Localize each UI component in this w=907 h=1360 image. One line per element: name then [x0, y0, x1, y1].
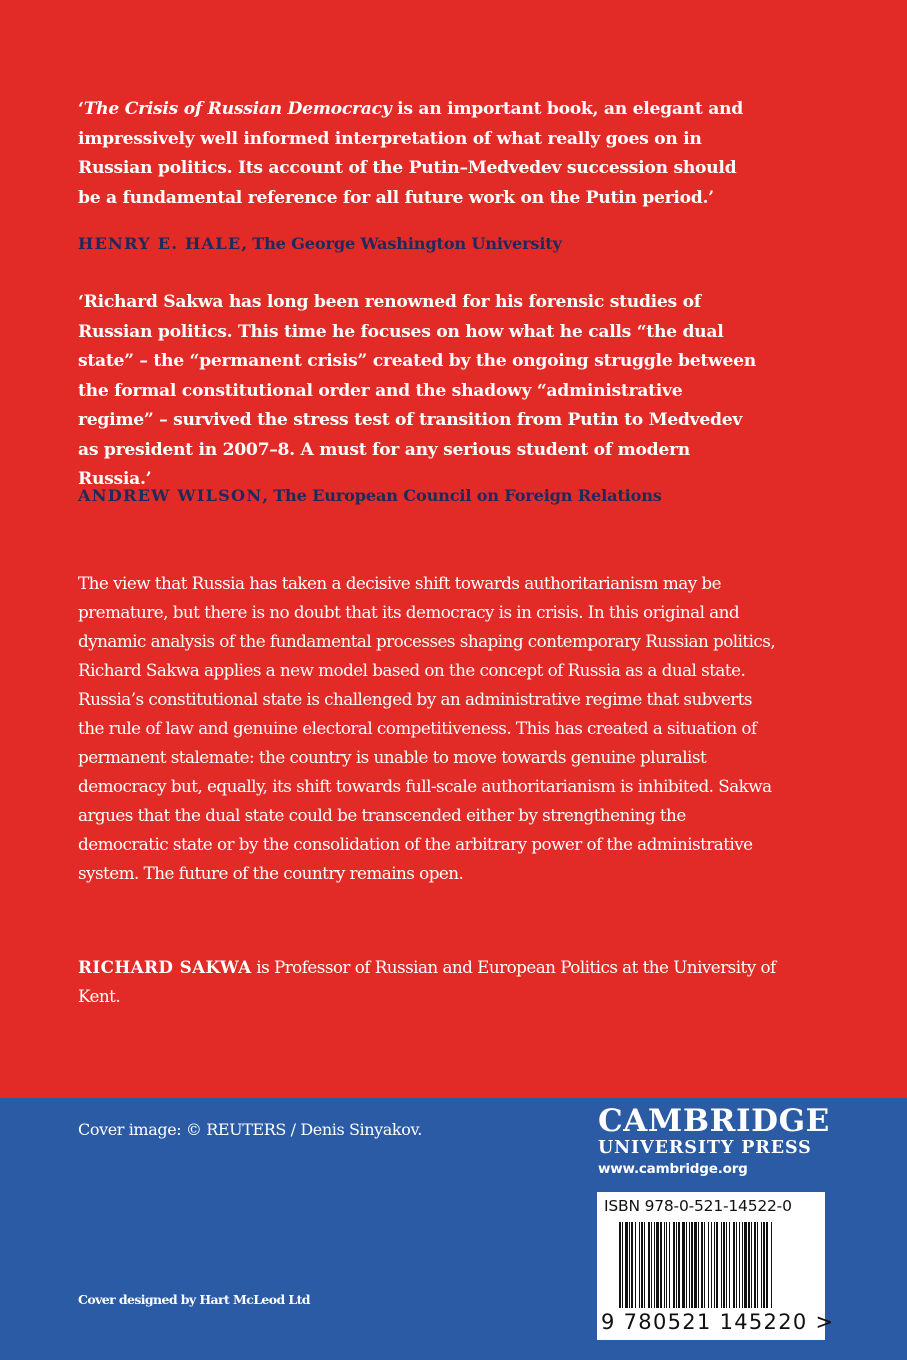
barcode-bar [651, 1222, 652, 1308]
author-bio-text: is Professor of Russian and European Politics at the University of Kent. [78, 957, 776, 1006]
barcode-bar [639, 1222, 640, 1308]
barcode-bar [660, 1222, 662, 1308]
author-bio [78, 953, 778, 1011]
barcode-bar [622, 1222, 623, 1308]
barcode-bar [766, 1222, 768, 1308]
barcode-bar [714, 1222, 715, 1308]
barcode-bar [673, 1222, 675, 1308]
cover-image-credit: Cover image: © REUTERS / Denis Sinyakov. [78, 1120, 422, 1139]
barcode-bar [689, 1222, 690, 1308]
barcode-bar [669, 1222, 670, 1308]
publisher-logo [598, 1104, 828, 1180]
isbn-barcode [597, 1192, 835, 1340]
barcode-digits: 9 780521 145220 > [601, 1310, 835, 1334]
quote-1-text: is an important book, an elegant and impressively well informed interpretation of what really goes on in Russian politics. Its account of the Putin–Medvedev succession should be a fundamental reference for all future work on the Putin period.’ [78, 99, 743, 208]
reviewer-1-affiliation: , The George Washington University [241, 234, 562, 253]
barcode-bar [757, 1222, 758, 1308]
reviewer-2-affiliation: , The European Council on Foreign Relations [262, 486, 662, 505]
barcode-bar [763, 1222, 765, 1308]
book-title: The Crisis of Russian Democracy [83, 99, 392, 119]
barcode-bar [694, 1222, 697, 1308]
barcode-bar [666, 1222, 667, 1308]
reviewer-1-name: HENRY E. HALE [78, 234, 242, 253]
barcode-bar [641, 1222, 643, 1308]
barcode-bar [748, 1222, 750, 1308]
barcode-bar [631, 1222, 633, 1308]
publisher-press: UNIVERSITY PRESS [598, 1138, 812, 1158]
barcode-bar [701, 1222, 703, 1308]
quote-open-mark: ‘ [78, 99, 84, 119]
barcode-bar [761, 1222, 762, 1308]
reviewer-2-attribution [78, 485, 798, 507]
quote-2-text: ‘Richard Sakwa has long been renowned for his forensic studies of Russian politics. This time he focuses on how what he calls “the dual state” – the “permanent crisis” created by the ongoing struggle between the formal constitutional order and the shadowy “administrative regime” – survived the stress test of transition from Putin to Medvedev as president in 2007–8. A must for any serious student of modern Russia.’ [78, 292, 756, 489]
barcode-bar [733, 1222, 735, 1308]
publisher-url: www.cambridge.org [598, 1161, 748, 1177]
barcode-bar [635, 1222, 636, 1308]
barcode-bar [698, 1222, 699, 1308]
author-bio-name: RICHARD SAKWA [78, 957, 252, 977]
barcode-bar [648, 1222, 650, 1308]
barcode-bar [691, 1222, 693, 1308]
barcode-bar [644, 1222, 645, 1308]
barcode-bar [686, 1222, 687, 1308]
reviewer-1-attribution [78, 233, 798, 255]
book-description: The view that Russia has taken a decisive shift towards authoritarianism may be premature, but there is no doubt that its democracy is in crisis. In this original and dynamic analysis of the fundamental processes shaping contemporary Russian politics, Richard Sakwa applies a new model based on the concept of Russia as a dual state. Russia’s constitutional state is challenged by an administrative regime that subverts the rule of law and genuine electoral competitiveness. This has created a situation of permanent stalemate: the country is unable to move towards genuine pluralist democracy but, equally, its shift towards full-scale authoritarianism is inhibited. Sakwa argues that the dual state could be transcended either by strengthening the democratic state or by the consolidation of the arbitrary power of the administrative system. The future of the country remains open. [78, 573, 776, 883]
barcode-bar [664, 1222, 665, 1308]
barcode-bar [736, 1222, 737, 1308]
barcode-bar [744, 1222, 747, 1308]
barcode-bar [716, 1222, 718, 1308]
barcode-bar [771, 1222, 772, 1308]
barcode-bar [682, 1222, 685, 1308]
review-quote-2 [78, 288, 758, 495]
barcode-bar [708, 1222, 709, 1308]
barcode-bar [629, 1222, 630, 1308]
barcode-bar [739, 1222, 740, 1308]
reviewer-2-name: ANDREW WILSON [78, 486, 263, 505]
barcode-bar [723, 1222, 725, 1308]
isbn-label: ISBN 978-0-521-14522-0 [604, 1197, 792, 1215]
barcode-bar [704, 1222, 705, 1308]
cover-designer-credit: Cover designed by Hart McLeod Ltd [78, 1292, 310, 1307]
barcode-bar [711, 1222, 712, 1308]
barcode-bar [729, 1222, 730, 1308]
barcode-bar [619, 1222, 621, 1308]
barcode-bar [726, 1222, 727, 1308]
barcode-bar [656, 1222, 659, 1308]
barcode-bar [654, 1222, 655, 1308]
barcode-bar [678, 1222, 680, 1308]
publisher-name: CAMBRIDGE [598, 1103, 830, 1139]
review-quote-1 [78, 95, 758, 213]
barcode-bar [676, 1222, 677, 1308]
barcode-bar [721, 1222, 722, 1308]
barcode-bar [754, 1222, 756, 1308]
barcode-bar [742, 1222, 743, 1308]
barcode-bar [751, 1222, 752, 1308]
barcode-bar [625, 1222, 628, 1308]
